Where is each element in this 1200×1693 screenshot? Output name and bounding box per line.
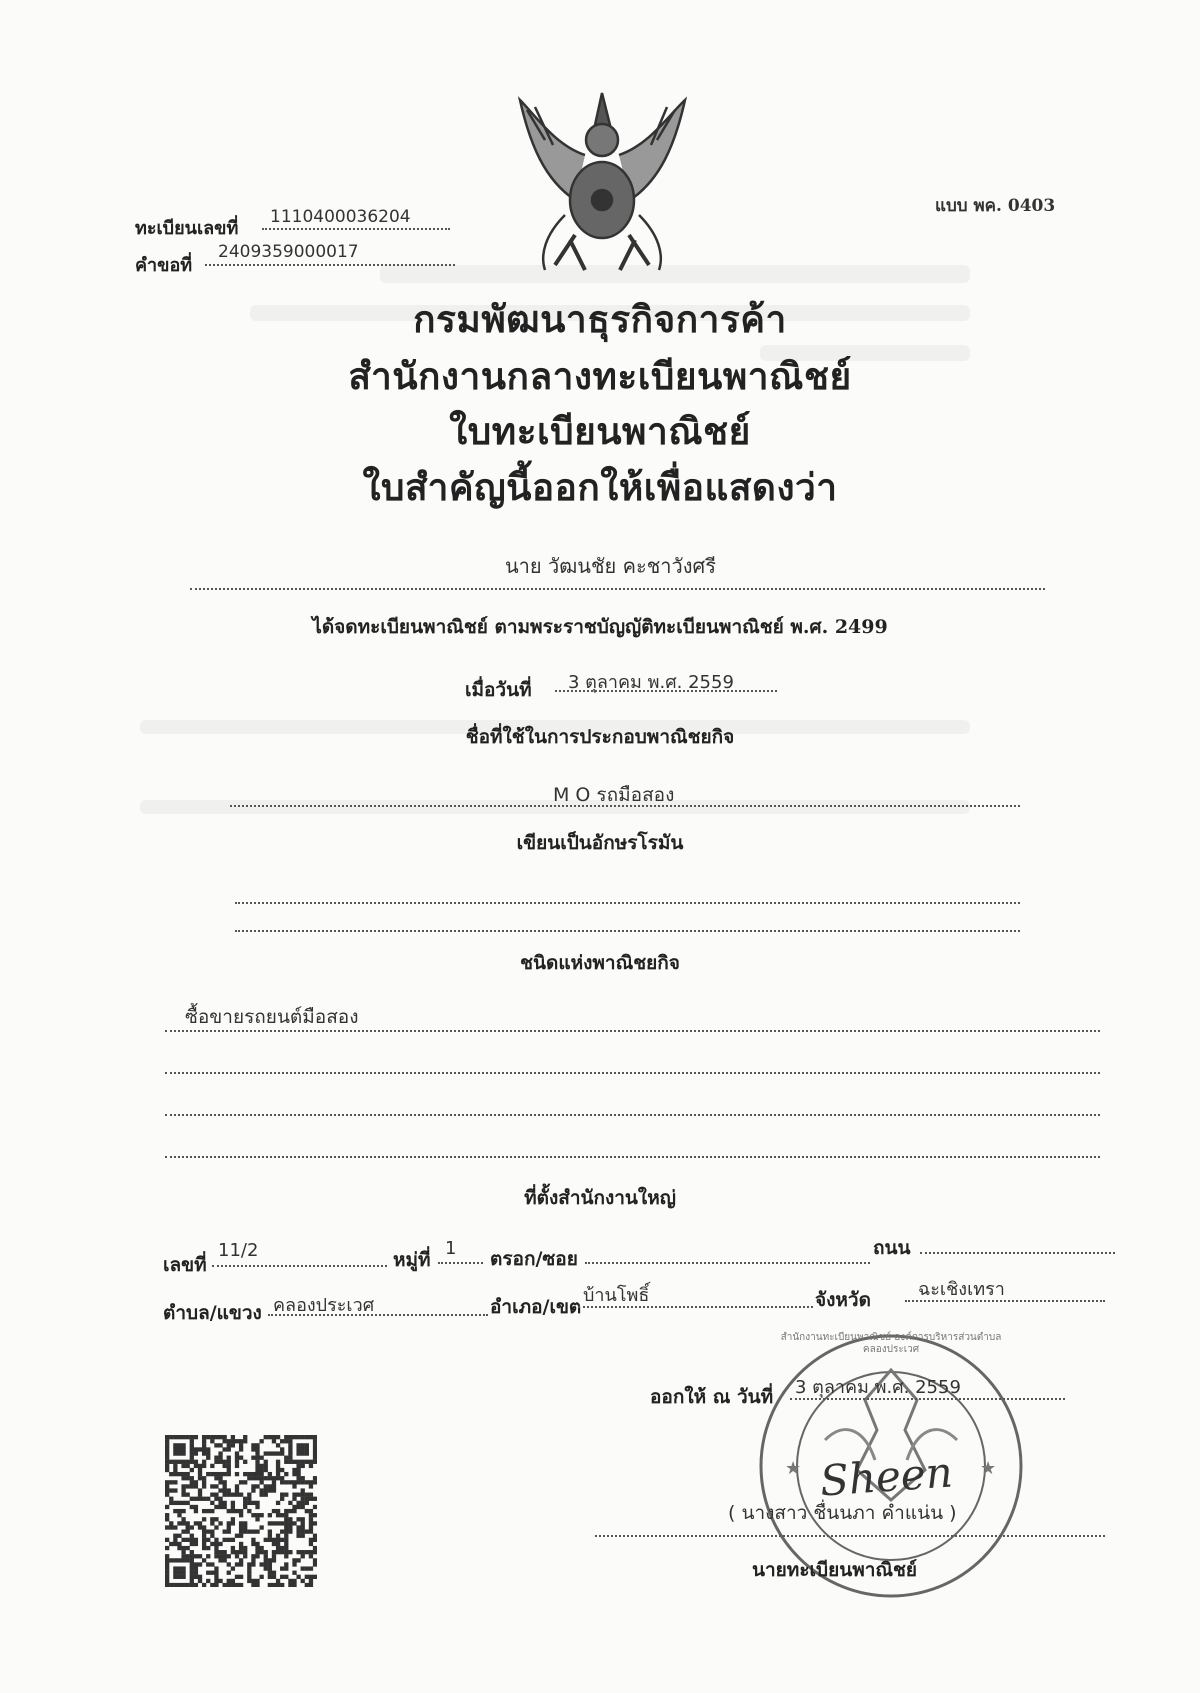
svg-text:★: ★ — [785, 1458, 802, 1479]
hq-moo-label: หมู่ที่ — [393, 1249, 431, 1271]
hq-label: ที่ตั้งสำนักงานใหญ่ — [524, 1187, 676, 1209]
signature: Sheen — [818, 1447, 955, 1506]
hq-district-value: บ้านโพธิ์ — [583, 1285, 650, 1306]
reg-no-line — [262, 228, 450, 230]
hq-road-line — [920, 1252, 1115, 1254]
date-label: เมื่อวันที่ — [465, 679, 532, 701]
business-type-line-2 — [165, 1072, 1100, 1074]
stamp-text: สำนักงานทะเบียนพาณิชย์ องค์การบริหารส่วนตำบลคลองประเวศ — [780, 1332, 1002, 1355]
business-type-line-3 — [165, 1114, 1100, 1116]
reg-no-label: ทะเบียนเลขที่ — [135, 218, 239, 239]
issue-line — [790, 1398, 1065, 1400]
hq-moo-line — [438, 1262, 483, 1264]
garuda-emblem — [515, 85, 690, 275]
registrar-title: นายทะเบียนพาณิชย์ — [752, 1559, 918, 1581]
hq-road-label: ถนน — [873, 1237, 911, 1259]
business-name-line — [230, 805, 1020, 807]
hq-province-line — [905, 1300, 1105, 1302]
date-line — [555, 690, 777, 692]
owner-name-line — [190, 588, 1045, 590]
business-type-line-4 — [165, 1156, 1100, 1158]
reg-no-value: 1110400036204 — [270, 207, 411, 227]
svg-text:★: ★ — [980, 1458, 997, 1479]
owner-name: นาย วัฒนชัย คะชาวังศรี — [505, 554, 716, 578]
hq-subdistrict-label: ตำบล/แขวง — [163, 1302, 262, 1324]
hq-no-value: 11/2 — [218, 1240, 259, 1261]
document-title: ใบทะเบียนพาณิชย์ — [449, 409, 751, 453]
hq-district-line — [578, 1306, 813, 1308]
dept-title: กรมพัฒนาธุรกิจการค้า — [413, 297, 787, 341]
qr-code — [165, 1435, 317, 1587]
hq-district-label: อำเภอ/เขต — [490, 1296, 582, 1318]
hq-soi-label: ตรอก/ซอย — [490, 1248, 578, 1270]
statement-title: ใบสำคัญนี้ออกให้เพื่อแสดงว่า — [362, 465, 838, 509]
hq-province-value: ฉะเชิงเทรา — [918, 1279, 1005, 1300]
roman-label: เขียนเป็นอักษรโรมัน — [516, 832, 684, 854]
business-type-value: ซื้อขายรถยนต์มือสอง — [185, 1006, 359, 1028]
hq-province-label: จังหวัด — [815, 1289, 871, 1311]
hq-soi-line — [585, 1262, 870, 1264]
form-code: แบบ พค. 0403 — [935, 196, 1056, 216]
roman-line-2 — [235, 930, 1020, 932]
hq-no-label: เลขที่ — [163, 1254, 207, 1276]
office-title: สำนักงานกลางทะเบียนพาณิชย์ — [348, 354, 852, 398]
hq-no-line — [212, 1265, 387, 1267]
request-no-value: 2409359000017 — [218, 242, 359, 262]
request-no-line — [205, 264, 455, 266]
hq-subdistrict-value: คลองประเวศ — [273, 1295, 375, 1316]
registrar-name: ( นางสาว ชื่นนภา คำแน่น ) — [728, 1502, 957, 1524]
act-statement: ได้จดทะเบียนพาณิชย์ ตามพระราชบัญญัติทะเบียนพาณิชย์ พ.ศ. 2499 — [312, 616, 888, 638]
request-no-label: คำขอที่ — [135, 255, 193, 276]
hq-subdistrict-line — [268, 1314, 488, 1316]
date-value: 3 ตุลาคม พ.ศ. 2559 — [568, 672, 734, 693]
business-type-label: ชนิดแห่งพาณิชยกิจ — [520, 952, 680, 974]
signature-line — [595, 1535, 1105, 1537]
hq-moo-value: 1 — [445, 1238, 457, 1259]
roman-line-1 — [235, 902, 1020, 904]
business-name-value: M O รถมือสอง — [553, 784, 675, 806]
business-type-line-1 — [165, 1030, 1100, 1032]
business-name-label: ชื่อที่ใช้ในการประกอบพาณิชยกิจ — [465, 726, 735, 748]
issue-date: 3 ตุลาคม พ.ศ. 2559 — [795, 1377, 961, 1398]
issue-label: ออกให้ ณ วันที่ — [650, 1386, 774, 1408]
